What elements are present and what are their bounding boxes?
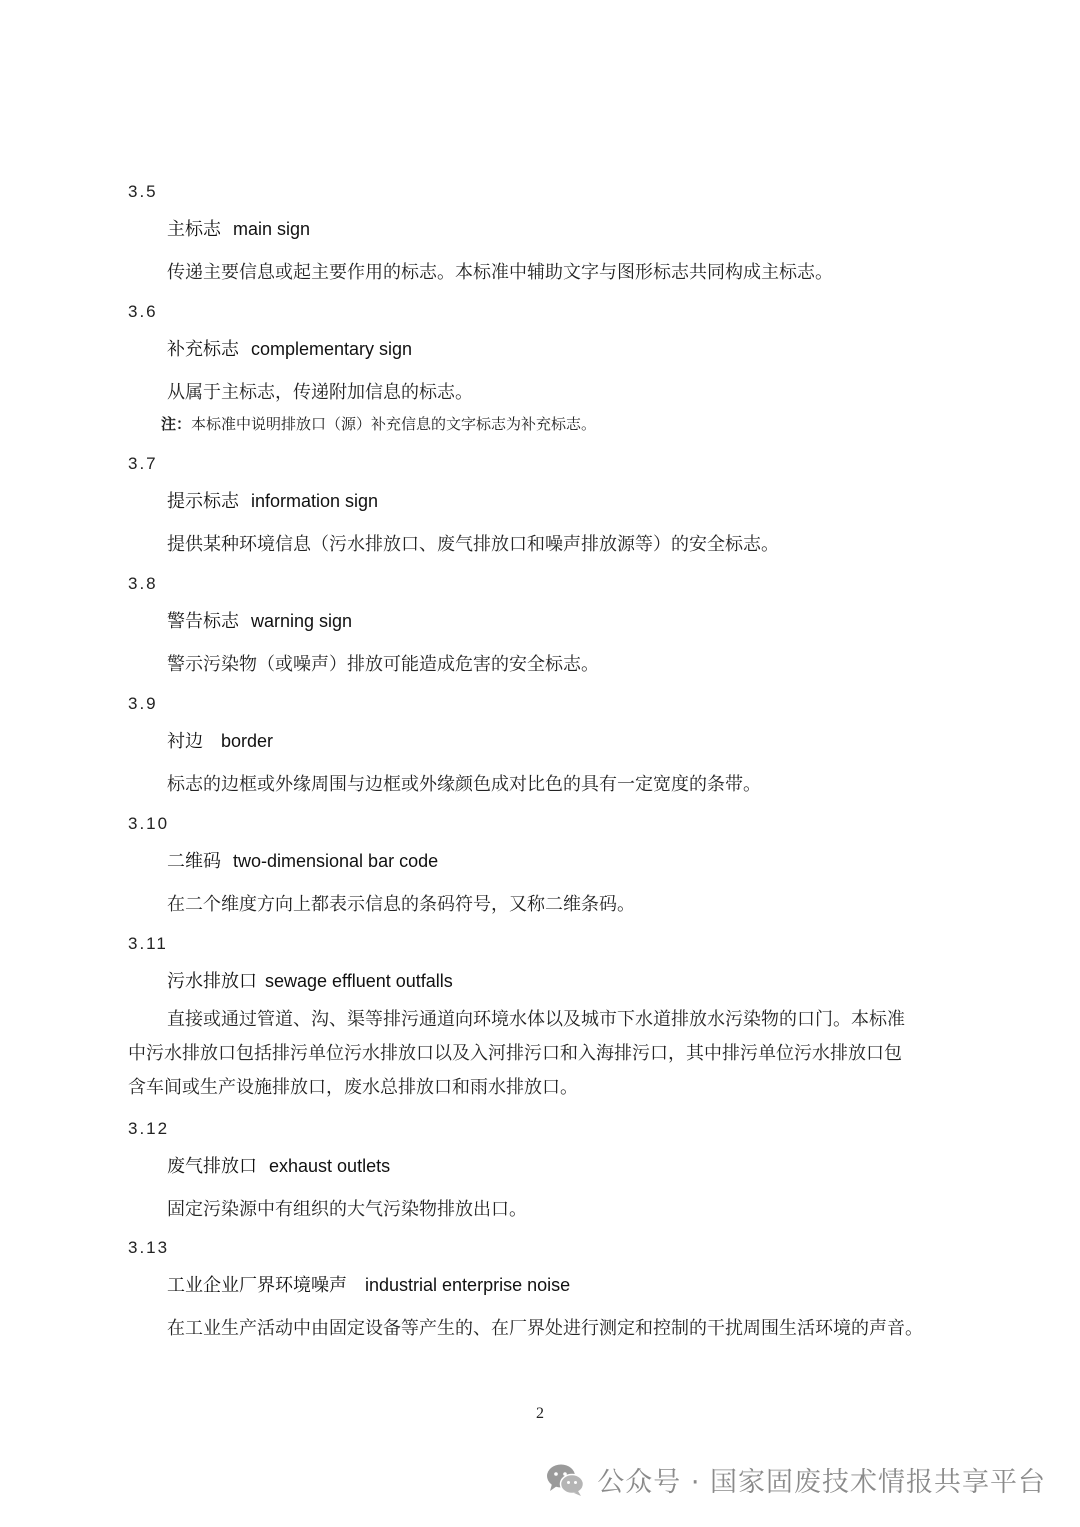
term-english: sewage effluent outfalls — [265, 971, 453, 991]
term-chinese: 工业企业厂界环境噪声 — [167, 1275, 347, 1296]
term-definition: 固定污染源中有组织的大气污染物排放出口。 — [167, 1199, 527, 1220]
term-heading — [167, 607, 352, 633]
term-definition-multiline — [128, 1003, 958, 1105]
term-heading — [167, 215, 310, 241]
term-english: industrial enterprise noise — [365, 1275, 571, 1295]
definition-line: 直接或通过管道、沟、渠等排污通道向环境水体以及城市下水道排放水污染物的口门。本标准 — [167, 1009, 905, 1030]
term-chinese: 主标志 — [167, 219, 221, 240]
clause-number: 3.10 — [128, 814, 170, 833]
note-label: 注： — [161, 415, 192, 433]
term-english: exhaust outlets — [269, 1156, 391, 1176]
term-english: border — [221, 731, 274, 751]
term-chinese: 污水排放口 — [167, 971, 257, 992]
definition-line: 中污水排放口包括排污单位污水排放口以及入河排污口和入海排污口，其中排污单位污水排放口包 — [128, 1043, 902, 1064]
definition-line: 含车间或生产设施排放口，废水总排放口和雨水排放口。 — [128, 1077, 578, 1098]
term-english: warning sign — [251, 611, 353, 631]
term-english: information sign — [251, 491, 379, 511]
page-number: 2 — [536, 1405, 544, 1422]
term-chinese: 补充标志 — [167, 339, 239, 360]
clause-number: 3.5 — [128, 182, 158, 201]
term-definition: 传递主要信息或起主要作用的标志。本标准中辅助文字与图形标志共同构成主标志。 — [167, 262, 833, 283]
term-heading — [167, 487, 378, 513]
term-definition: 提供某种环境信息（污水排放口、废气排放口和噪声排放源等）的安全标志。 — [167, 534, 779, 555]
term-heading — [167, 847, 438, 873]
clause-number: 3.11 — [128, 934, 168, 953]
term-heading — [167, 1271, 570, 1297]
term-heading — [167, 967, 453, 993]
term-english: main sign — [233, 219, 311, 239]
term-definition: 从属于主标志，传递附加信息的标志。 — [167, 382, 473, 403]
clause-number: 3.13 — [128, 1238, 170, 1257]
clause-number: 3.7 — [128, 454, 158, 473]
term-chinese: 废气排放口 — [167, 1156, 257, 1177]
term-chinese: 衬边 — [167, 731, 203, 752]
wechat-watermark — [545, 1460, 1046, 1499]
term-chinese: 警告标志 — [167, 611, 239, 632]
term-definition: 警示污染物（或噪声）排放可能造成危害的安全标志。 — [167, 654, 599, 675]
term-definition: 在工业生产活动中由固定设备等产生的、在厂界处进行测定和控制的干扰周围生活环境的声音。 — [167, 1318, 923, 1339]
wechat-icon — [545, 1462, 585, 1498]
term-chinese: 提示标志 — [167, 491, 239, 512]
term-note — [161, 413, 596, 434]
term-english: two-dimensional bar code — [233, 851, 439, 871]
term-heading — [167, 335, 412, 361]
note-text: 本标准中说明排放口（源）补充信息的文字标志为补充标志。 — [191, 415, 597, 433]
clause-number: 3.6 — [128, 302, 158, 321]
term-definition: 在二个维度方向上都表示信息的条码符号，又称二维条码。 — [167, 894, 635, 915]
watermark-text: 公众号 · 国家固废技术情报共享平台 — [597, 1467, 1046, 1498]
clause-number: 3.8 — [128, 574, 158, 593]
clause-number: 3.12 — [128, 1119, 170, 1138]
term-definition: 标志的边框或外缘周围与边框或外缘颜色成对比色的具有一定宽度的条带。 — [167, 774, 761, 795]
term-heading — [167, 1152, 390, 1178]
clause-number: 3.9 — [128, 694, 158, 713]
term-english: complementary sign — [251, 339, 413, 359]
term-chinese: 二维码 — [167, 851, 221, 872]
term-heading — [167, 727, 273, 753]
